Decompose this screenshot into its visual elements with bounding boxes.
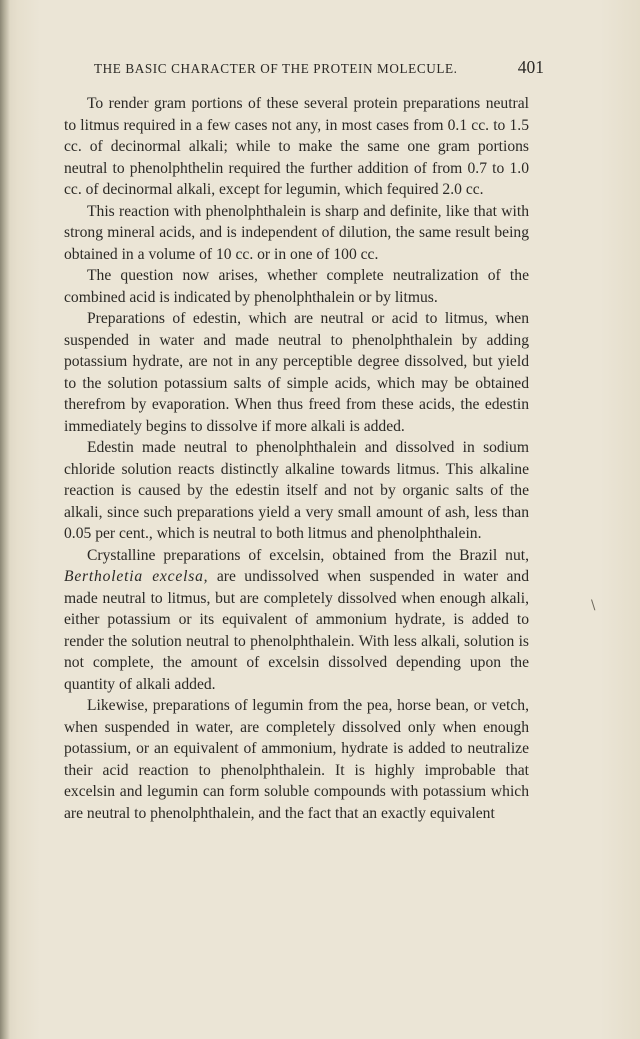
paragraph-4: Preparations of edestin, which are neutral or acid to litmus, when suspended in water and made neutral to phenolphthalein by adding potassium hydrate, are not in any perceptible degree dissolved, but yield to the solution potassium salts of simple acids, which may be obtained therefrom by evaporation. When thus freed from these acids, the edestin immediately begins to dissolve if more alkali is added. [64, 310, 529, 435]
body-text [64, 93, 529, 824]
paragraph-6-lead: Crystalline preparations of excelsin, obtained from the Brazil nut, [87, 546, 529, 564]
margin-mark: \ [591, 598, 596, 613]
paragraph-5: Edestin made neutral to phenolphthalein and dissolved in sodium chloride solution reacts distinctly alkaline towards litmus. This alkaline reaction is caused by the edestin itself and not by organic salts of the alkali, since such preparations yield a very small amount of ash, less than 0.05 per cent., which is neutral to both litmus and phenolphthalein. [64, 439, 529, 542]
paragraph-6-tail: are undissolved when suspended in water and made neutral to litmus, but are completely dissolved when enough alkali, either potassium or its equivalent of ammonium hydrate, is added to render the solution neutral to phenolphthalein. With less alkali, solution is not complete, the amount of excelsin dissolved depending upon the quantity of alkali added. [64, 568, 530, 693]
paragraph-2: This reaction with phenolphthalein is sharp and definite, like that with strong mineral acids, and is independent of dilution, the same result being obtained in a volume of 10 cc. or in one of 100 cc. [64, 202, 529, 263]
page-number: 401 [517, 57, 544, 77]
species-name: Bertholetia excelsa, [64, 568, 209, 585]
paragraph-6 [64, 545, 529, 696]
paragraph-7: Likewise, preparations of legumin from the pea, horse bean, or vetch, when suspended in water, are completely dissolved only when enough potassium, or an equivalent of ammonium, hydrate is added to neutralize their acid reaction to phenolphthalein. It is highly improbable that excelsin and legumin can form soluble compounds with potassium which are neutral to phenolphthalein, and the fact that an exactly equivalent [64, 697, 529, 822]
running-head: THE BASIC CHARACTER OF THE PROTEIN MOLECULE. [94, 61, 458, 76]
book-spine-shadow [0, 0, 10, 1039]
paragraph-3: The question now arises, whether complete neutralization of the combined acid is indicated by phenolphthalein or by litmus. [64, 267, 529, 306]
page-header [94, 57, 544, 83]
paragraph-1: To render gram portions of these several protein preparations neutral to litmus required in a few cases not any, in most cases from 0.1 cc. to 1.5 cc. of decinormal alkali; while to make the same one gram portions neutral to phenolphthelin required the further addition of from 0.7 to 1.0 cc. of decinormal alkali, except for legumin, which fequired 2.0 cc. [64, 95, 529, 198]
